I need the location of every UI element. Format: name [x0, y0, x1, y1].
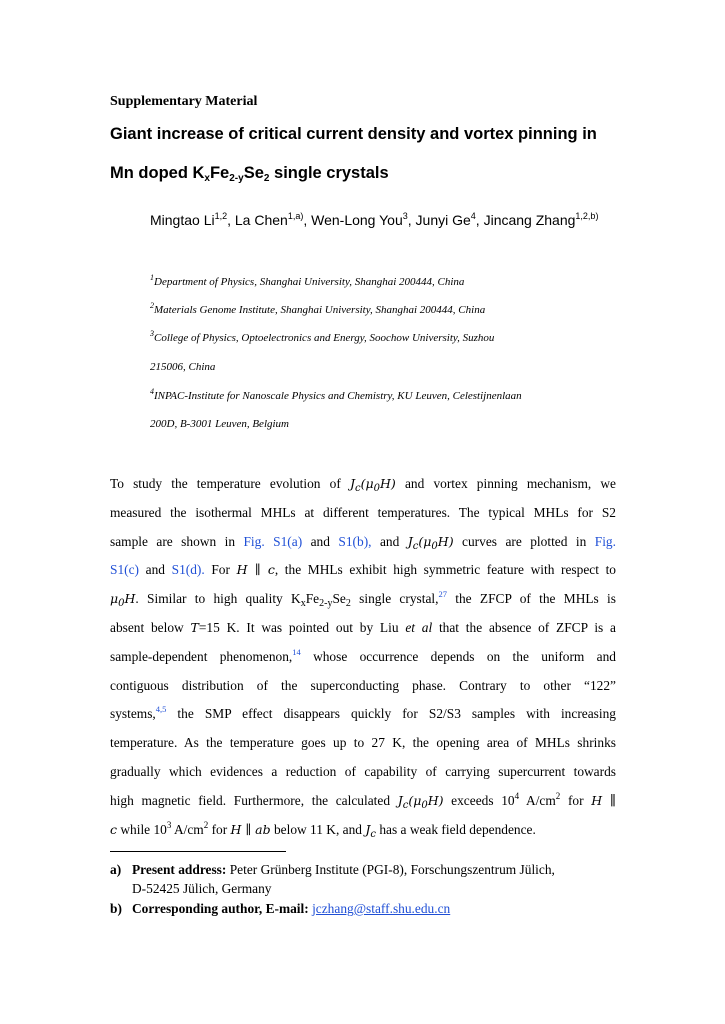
affiliation-4: $^4$INPAC-Institute for Nanoscale Physics and Chemistry, KU Leuven, Celestijnenlaan [150, 387, 522, 402]
author-name: Mingtao Li [150, 212, 215, 228]
affiliation-2: $^2$Materials Genome Institute, Shanghai University, Shanghai 200444, China [150, 301, 486, 316]
ref-link-27[interactable]: 27 [438, 589, 447, 600]
affiliation-3-cont: 215006, China [150, 361, 216, 373]
footnote-b: b) Corresponding author, E-mail: jczhang@staff.shu.edu.cn [110, 901, 451, 916]
paper-title-line2: Mn doped $K_xFe_{2-y}Se_2$ single crystals [110, 164, 389, 184]
ref-link-14[interactable]: 14 [292, 646, 301, 657]
math-jc-mu0h: $J_c(\mu_0H)$ [349, 476, 396, 494]
body-paragraph: To study the temperature evolution of $J_c(\mu_0H)$ and vortex pinning mechanism, we measured the isothermal MHLs at different temperatures. The typical MHLs for S2 sample are shown in Fig. S1(a) and S1(b), and $J_c(\mu_0H)$ curves are plotted in Fig. S1(c) and S1(d). For H ∥ c, the MHLs exhibit high symmetric feature with respect to $\mu_0H$. Similar to high quality $K_xFe_{2-y}Se_2$ single crystal,$^{27}$ the ZFCP of the MHLs is absent below T=15 K. It was pointed out by Liu et al that the absence of ZFCP is a sample-dependent phenomenon,$^{14}$ whose occurrence depends on the uniform and contiguous distribution of the superconducting phase. Contrary to other “122” systems,$^{4,5}$ the SMP effect disappears quickly for S2/S3 samples with increasing temperature. As the temperature goes up to 27 K, the opening area of MHLs shrinks gradually which evidences a reduction of capability of carrying supercurrent towards high magnetic field. Furthermore, the calculated $J_c(\mu_0H)$ exceeds $10^4$ $A/cm^2$ for H ∥ c while $10^3$ $A/cm^2$ for H ∥ ab below 11 K, and $J_c$ has a weak field dependence. [110, 476, 617, 840]
supplementary-heading: Supplementary Material [110, 94, 258, 109]
figure-link-s1b[interactable]: S1(b), [338, 533, 372, 549]
footnote-a: a) Present address: Peter Grünberg Institute (PGI-8), Forschungszentrum Jülich, D-52425 Jülich, Germany [110, 862, 555, 896]
footnote-divider [110, 851, 286, 852]
figure-link-fig[interactable]: Fig. [594, 533, 616, 549]
affiliation-1: $^1$Department of Physics, Shanghai University, Shanghai 200444, China [150, 273, 465, 288]
author-list: Mingtao Li$^{1,2}$, La Chen$^{1,a)}$, Wen-Long You$^3$, Junyi Ge$^4$, Jincang Zhang$^{1,2,b)}$ [150, 211, 599, 228]
paper-title-line1: Giant increase of critical current density and vortex pinning in [110, 125, 597, 143]
figure-link-s1d[interactable]: S1(d). [171, 562, 205, 578]
affiliation-3: $^3$College of Physics, Optoelectronics and Energy, Soochow University, Suzhou [150, 329, 495, 344]
figure-link-s1c[interactable]: S1(c) [110, 562, 140, 578]
ref-link-4-5[interactable]: 4,5 [155, 704, 167, 715]
affiliation-4-cont: 200D, B-3001 Leuven, Belgium [150, 418, 289, 430]
author-name: Jincang Zhang [483, 212, 576, 228]
author-name: La Chen [234, 212, 288, 228]
author-name: Junyi Ge [415, 212, 471, 228]
author-name: Wen-Long You [311, 212, 403, 228]
figure-link-s1a[interactable]: Fig. S1(a) [243, 533, 303, 549]
email-link[interactable]: jczhang@staff.shu.edu.cn [312, 901, 451, 916]
